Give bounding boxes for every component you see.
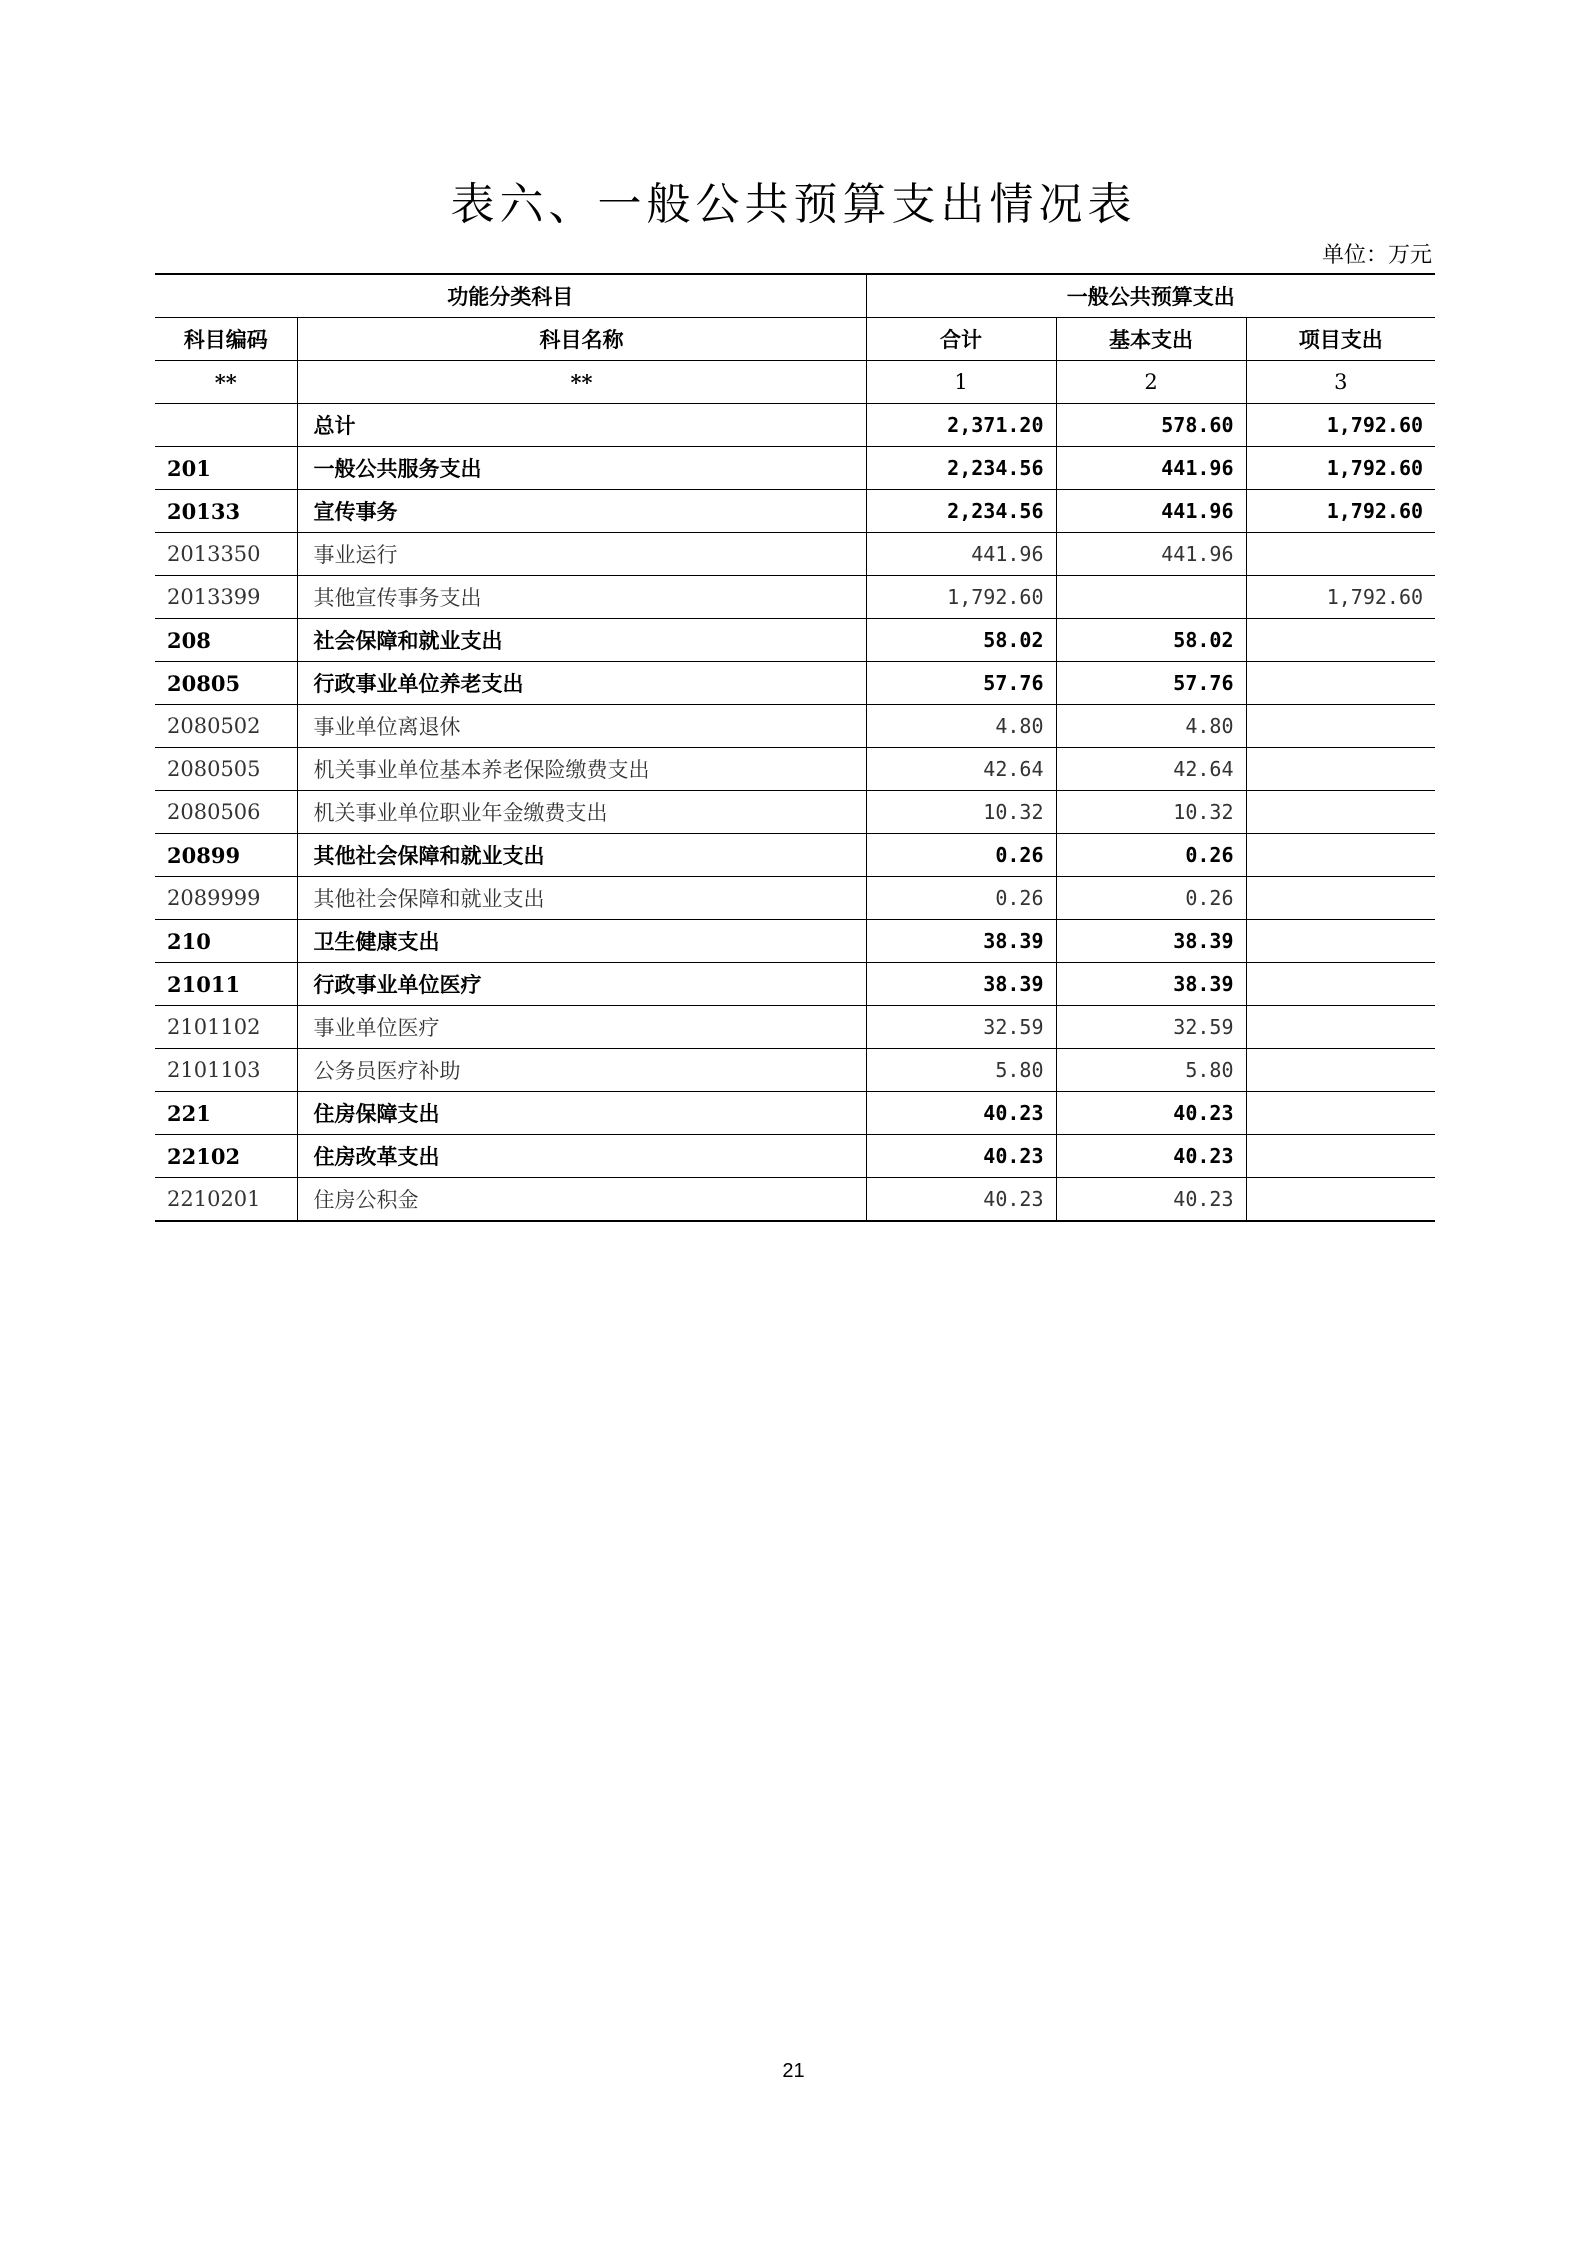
code-column-header: 科目编码 [155,318,297,361]
row-project-cell [1246,533,1435,576]
row-total-cell: 2,371.20 [866,404,1056,447]
table-row [155,920,1435,963]
table-row [155,576,1435,619]
row-name-cell: 事业单位离退休 [297,705,866,748]
row-project-cell [1246,877,1435,920]
row-code-cell: 2080505 [155,748,297,791]
row-basic-cell: 0.26 [1056,877,1246,920]
row-code-cell [155,404,297,447]
basic-column-header: 基本支出 [1056,318,1246,361]
row-name-cell: 住房改革支出 [297,1135,866,1178]
row-project-cell: 1,792.60 [1246,404,1435,447]
row-code-cell: 20805 [155,662,297,705]
row-basic-cell: 40.23 [1056,1178,1246,1222]
row-name-cell: 行政事业单位养老支出 [297,662,866,705]
row-project-cell: 1,792.60 [1246,490,1435,533]
row-code-cell: 221 [155,1092,297,1135]
row-project-cell [1246,791,1435,834]
row-total-cell: 32.59 [866,1006,1056,1049]
index-row [155,361,1435,404]
budget-expenditure-table [155,273,1435,1222]
row-total-cell: 4.80 [866,705,1056,748]
index-basic: 2 [1056,361,1246,404]
table-row [155,404,1435,447]
row-project-cell [1246,662,1435,705]
name-column-header: 科目名称 [297,318,866,361]
table-row [155,705,1435,748]
row-name-cell: 其他社会保障和就业支出 [297,834,866,877]
row-name-cell: 住房公积金 [297,1178,866,1222]
row-name-cell: 宣传事务 [297,490,866,533]
row-code-cell: 210 [155,920,297,963]
table-row [155,877,1435,920]
row-basic-cell: 38.39 [1056,963,1246,1006]
row-code-cell: 2080502 [155,705,297,748]
row-basic-cell: 578.60 [1056,404,1246,447]
row-basic-cell: 4.80 [1056,705,1246,748]
row-code-cell: 22102 [155,1135,297,1178]
row-project-cell [1246,834,1435,877]
row-code-cell: 2013350 [155,533,297,576]
row-basic-cell: 57.76 [1056,662,1246,705]
row-project-cell [1246,963,1435,1006]
row-code-cell: 2080506 [155,791,297,834]
row-code-cell: 208 [155,619,297,662]
index-code: ** [155,361,297,404]
row-name-cell: 机关事业单位基本养老保险缴费支出 [297,748,866,791]
row-project-cell [1246,1092,1435,1135]
row-name-cell: 其他宣传事务支出 [297,576,866,619]
row-total-cell: 10.32 [866,791,1056,834]
index-total: 1 [866,361,1056,404]
row-basic-cell: 42.64 [1056,748,1246,791]
row-basic-cell: 441.96 [1056,533,1246,576]
row-total-cell: 1,792.60 [866,576,1056,619]
row-total-cell: 40.23 [866,1092,1056,1135]
row-code-cell: 2210201 [155,1178,297,1222]
row-name-cell: 机关事业单位职业年金缴费支出 [297,791,866,834]
row-code-cell: 2101103 [155,1049,297,1092]
row-basic-cell: 441.96 [1056,490,1246,533]
row-name-cell: 公务员医疗补助 [297,1049,866,1092]
table-row [155,791,1435,834]
page-title: 表六、一般公共预算支出情况表 [450,179,1137,230]
index-name: ** [297,361,866,404]
row-total-cell: 42.64 [866,748,1056,791]
row-name-cell: 卫生健康支出 [297,920,866,963]
row-total-cell: 58.02 [866,619,1056,662]
table-row [155,447,1435,490]
table-row [155,748,1435,791]
table-row [155,619,1435,662]
row-total-cell: 441.96 [866,533,1056,576]
table-row [155,490,1435,533]
table-row [155,834,1435,877]
row-code-cell: 2101102 [155,1006,297,1049]
row-basic-cell: 40.23 [1056,1135,1246,1178]
table-row [155,1092,1435,1135]
row-name-cell: 总计 [297,404,866,447]
unit-label: 单位：万元 [1321,243,1432,268]
function-category-header: 功能分类科目 [155,274,866,318]
row-project-cell [1246,1049,1435,1092]
row-project-cell [1246,920,1435,963]
row-total-cell: 38.39 [866,963,1056,1006]
row-total-cell: 5.80 [866,1049,1056,1092]
row-project-cell [1246,619,1435,662]
table-row [155,1006,1435,1049]
row-total-cell: 2,234.56 [866,490,1056,533]
row-name-cell: 行政事业单位医疗 [297,963,866,1006]
table-row [155,1135,1435,1178]
row-project-cell: 1,792.60 [1246,447,1435,490]
page-number: 21 [782,2060,805,2082]
row-total-cell: 57.76 [866,662,1056,705]
row-basic-cell: 10.32 [1056,791,1246,834]
row-total-cell: 38.39 [866,920,1056,963]
column-header-row [155,318,1435,361]
row-total-cell: 0.26 [866,877,1056,920]
row-code-cell: 201 [155,447,297,490]
row-basic-cell: 0.26 [1056,834,1246,877]
total-column-header: 合计 [866,318,1056,361]
general-budget-header: 一般公共预算支出 [866,274,1435,318]
row-code-cell: 2089999 [155,877,297,920]
row-code-cell: 2013399 [155,576,297,619]
row-code-cell: 21011 [155,963,297,1006]
row-basic-cell: 5.80 [1056,1049,1246,1092]
table-row [155,1178,1435,1222]
row-code-cell: 20133 [155,490,297,533]
row-basic-cell: 38.39 [1056,920,1246,963]
row-code-cell: 20899 [155,834,297,877]
row-total-cell: 0.26 [866,834,1056,877]
row-basic-cell: 58.02 [1056,619,1246,662]
table-row [155,963,1435,1006]
row-basic-cell: 40.23 [1056,1092,1246,1135]
row-project-cell: 1,792.60 [1246,576,1435,619]
table-row [155,662,1435,705]
group-header-row [155,274,1435,318]
row-total-cell: 40.23 [866,1135,1056,1178]
row-total-cell: 2,234.56 [866,447,1056,490]
row-basic-cell: 32.59 [1056,1006,1246,1049]
row-project-cell [1246,1135,1435,1178]
row-total-cell: 40.23 [866,1178,1056,1222]
row-project-cell [1246,748,1435,791]
row-name-cell: 社会保障和就业支出 [297,619,866,662]
row-basic-cell: 441.96 [1056,447,1246,490]
table-body [155,404,1435,1222]
table-row [155,1049,1435,1092]
table-row [155,533,1435,576]
row-name-cell: 住房保障支出 [297,1092,866,1135]
row-basic-cell [1056,576,1246,619]
row-name-cell: 事业运行 [297,533,866,576]
row-name-cell: 其他社会保障和就业支出 [297,877,866,920]
row-project-cell [1246,705,1435,748]
index-project: 3 [1246,361,1435,404]
row-name-cell: 事业单位医疗 [297,1006,866,1049]
project-column-header: 项目支出 [1246,318,1435,361]
row-project-cell [1246,1006,1435,1049]
row-name-cell: 一般公共服务支出 [297,447,866,490]
row-project-cell [1246,1178,1435,1222]
